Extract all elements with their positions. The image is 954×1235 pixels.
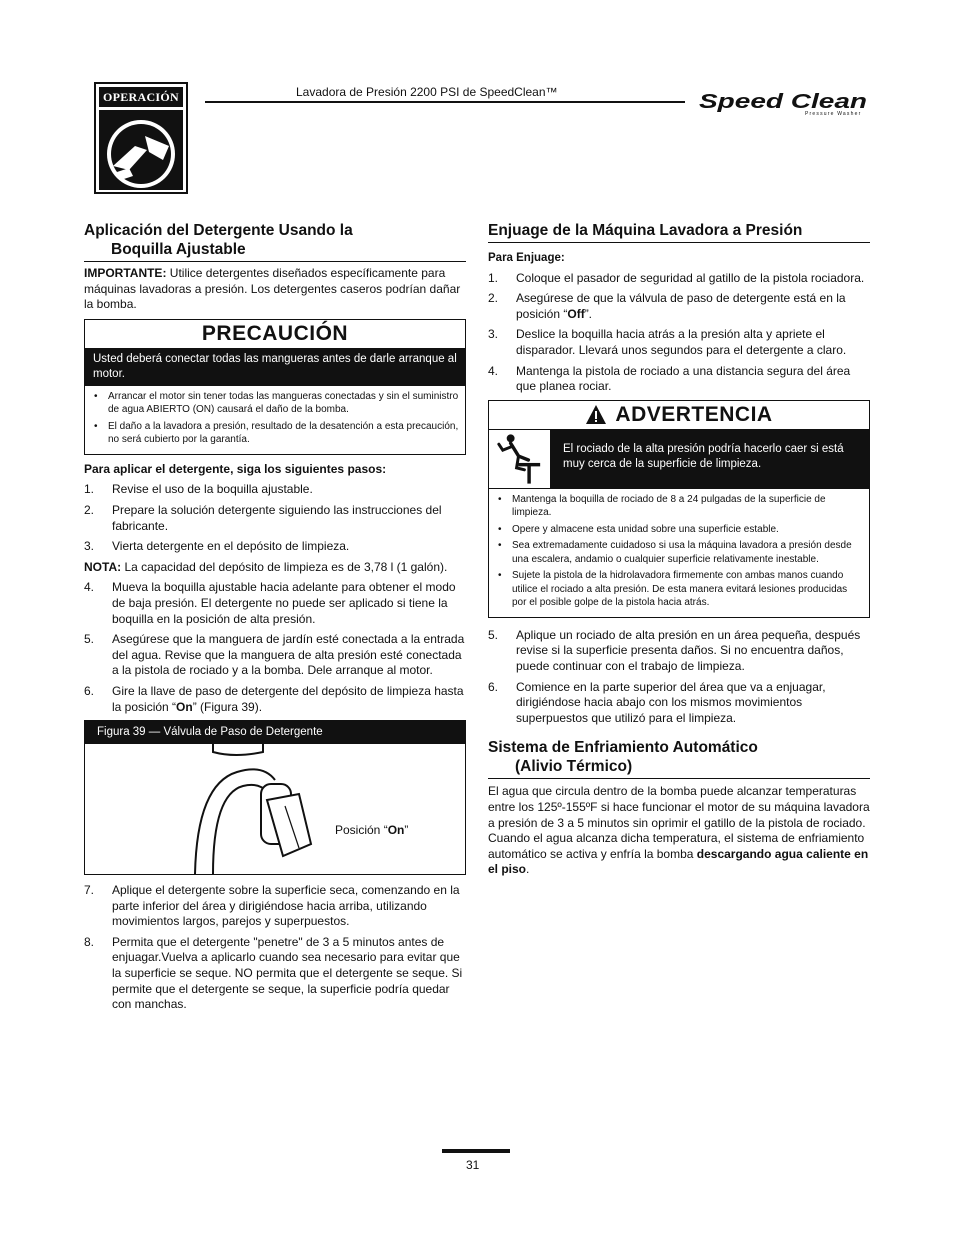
cooling-heading-line2: (Alivio Térmico) [515,758,633,776]
warning-bullet: • Sea extremadamente cuidadoso si usa la máquina lavadora a presión desde una escalera, andamio o cualquier superficie relativamente inestable. [495,539,863,566]
caution-bar-text: Usted deberá conectar todas las mangueras antes de darle arranque al motor. [85,348,465,386]
list-item: 2. Prepare la solución detergente siguiendo las instrucciones del fabricante. [84,502,442,533]
logo-label: OPERACIÓN [99,87,183,107]
list-item: 1. Revise el uso de la boquilla ajustable. [84,482,313,497]
list-item: 4. Mueva la boquilla ajustable hacia adelante para obtener el modo de baja presión. El detergente no puede ser aplicado si tiene la boquilla en la posición de alta presión. [84,580,456,626]
figure-caption: Figura 39 — Válvula de Paso de Detergente [85,721,465,744]
header-rule [205,101,685,103]
document-title: Lavadora de Presión 2200 PSI de SpeedClean™ [296,85,558,99]
note-label: NOTA: [84,559,122,574]
cooling-heading [488,738,870,779]
warning-bullets [489,489,869,617]
figure-39 [84,720,466,875]
detergent-steps-b [84,580,466,715]
rinse-steps-b [488,628,870,727]
important-text: Utilice detergentes diseñados específicamente para máquinas lavadoras a presión. Los detergentes caseros podrían dañar la bomba. [84,266,461,312]
list-item: 3. Deslice la boquilla hacia atrás a la presión alta y apriete el disparador. Llevará unos segundos para el detergente a claro. [488,327,847,357]
detergent-heading [84,221,466,262]
speed-clean-logo [697,90,872,116]
list-item: 1. Coloque el pasador de seguridad al gatillo de la pistola rociadora. [488,270,865,285]
brand-name: Speed Clean [699,91,867,113]
detergent-steps-a [84,482,466,554]
detergent-heading-line2: Boquilla Ajustable [111,241,246,258]
steps-intro: Para aplicar el detergente, siga los siguientes pasos: [84,461,387,476]
list-item: 2. Asegúrese de que la válvula de paso de detergente está en la posición “Off”. [488,291,846,321]
capacity-note [84,560,466,576]
caution-bullet: • El daño a la lavadora a presión, resultado de la desatención a esta precaución, no será cubierto por la garantía. [91,420,459,447]
warning-title: ADVERTENCIA [615,402,773,426]
list-item: 3. Vierta detergente en el depósito de limpieza. [84,539,350,554]
list-item: 8. Permita que el detergente "penetre" de 3 a 5 minutos antes de enjuagar.Vuelva a aplicarlo cuando sea necesario para evitar que la superficie se seque. NO permita que el detergente se seque. Si permite que el detergente se seque, la superficie podría quedar con manchas. [84,934,463,1012]
position-on-label: Posición “On” [335,823,409,838]
caution-title: PRECAUCIÓN [201,321,349,345]
list-item: 5. Aplique un rociado de alta presión en un área pequeña, después revise si la superficie presenta daños. Si no encuentra daños, puede continuar con el trabajo de limpieza. [488,627,861,673]
right-column [488,221,870,878]
warning-box [488,400,870,618]
important-label: IMPORTANTE: [84,266,167,280]
warning-bullet: • Sujete la pistola de la hidrolavadora firmemente con ambas manos cuando utilice el rociado a alta presión. De esta manera evitará lesiones producidas por el posible golpe de la pistola hacia atrás. [495,569,863,610]
detergent-heading-line1: Aplicación del Detergente Usando la [84,222,353,239]
cooling-heading-line1: Sistema de Enfriamiento Automático [488,739,758,757]
rinse-heading: Enjuage de la Máquina Lavadora a Presión [488,221,870,243]
warning-row [489,429,869,488]
left-column [84,221,466,1018]
operation-logo [94,82,188,194]
list-item: 6. Comience en la parte superior del área que va a enjuagar, dirigiéndose hacia abajo con los mismos movimientos superpuestos que utilizó para el limpieza. [488,679,826,725]
brand-tagline: Pressure Washer [805,111,862,116]
cooling-paragraph: El agua que circula dentro de la bomba puede alcanzar temperaturas entre los 125º-155ºF si hace funcionar el motor de su máquina lavadora a presión de 3 a 5 minutos sin oprimir el gatillo de la pistola de rociado. Cuando el agua alcanza dicha temperatura, el sistema de enfriamiento automático se activa y enfría la bomba descargando agua caliente en el piso. [488,784,870,877]
fall-hazard-icon [489,430,551,488]
caution-bullet: • Arrancar el motor sin tener todas las mangueras conectadas y sin el suministro de agua ABIERTO (ON) causará el daño de la bomba. [91,390,459,417]
note-text: La capacidad del depósito de limpieza es de 3,78 l (1 galón). [121,559,448,574]
list-item: 4. Mantenga la pistola de rociado a una distancia segura del área que planea rociar. [488,363,851,394]
list-item: 5. Asegúrese que la manguera de jardín esté conectada a la entrada del agua. Revise que la manguera de alta presión esté conectada a la pistola de rociado y a la bomba. Dele arranque al motor. [84,632,465,678]
list-item: 6. Gire la llave de paso de detergente del depósito de limpieza hasta la posición “On” (Figura 39). [84,683,464,714]
page-number-bar [442,1149,510,1153]
important-note [84,266,466,313]
warning-triangle-icon [585,404,607,426]
list-item: 7. Aplique el detergente sobre la superficie seca, comenzando en la parte inferior del área y dirigiéndose hacia arriba, utilizando movimientos largos, parejos y superpuestos. [84,883,460,929]
caution-box [84,319,466,455]
warning-bar-text: El rociado de la alta presión podría hacerlo caer si está muy cerca de la superficie de limpieza. [551,430,869,488]
warning-list [489,488,869,617]
page-number: 31 [466,1158,480,1172]
warning-title-row [489,401,869,429]
warning-bullet: • Mantenga la boquilla de rociado de 8 a 24 pulgadas de la superficie de limpieza. [495,493,863,520]
warning-bullet: • Opere y almacene esta unidad sobre una superficie estable. [495,523,863,537]
caution-bullets [85,386,465,454]
rinse-steps-a [488,271,870,395]
engine-start-icon [99,110,183,190]
detergent-steps-c [84,883,466,1013]
detergent-valve-illustration [85,744,465,874]
rinse-sub-label: Para Enjuage: [488,252,565,264]
